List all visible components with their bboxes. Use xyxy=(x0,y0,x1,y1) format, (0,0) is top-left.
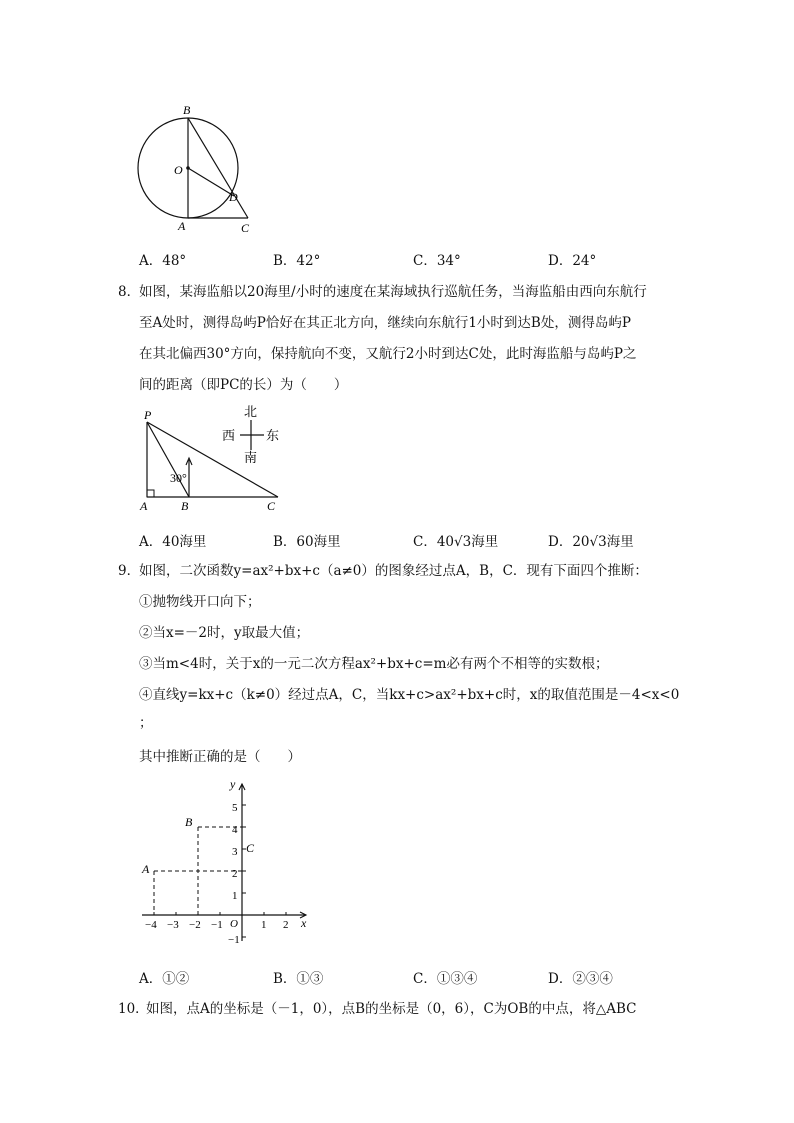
q7-option-c: C．34° xyxy=(413,253,461,269)
q9-ytick-1: 1 xyxy=(232,890,238,902)
q9-option-a: A．①② xyxy=(139,971,190,987)
q8-compass xyxy=(218,402,288,464)
q9-ytick-3: 3 xyxy=(232,846,238,858)
q9-intro: 如图，二次函数y=ax²+bx+c（a≠0）的图象经过点A，B，C．现有下面四个推断： xyxy=(139,563,648,579)
compass-east: 东 xyxy=(266,428,280,443)
q10-number: 10． xyxy=(118,1001,149,1017)
q9-xtick-neg3: −3 xyxy=(167,919,179,931)
q9-item-1: ①抛物线开口向下； xyxy=(139,594,261,610)
q8-option-c: C．40√3海里 xyxy=(413,534,499,550)
compass-north: 北 xyxy=(244,404,258,419)
q9-point-b-label: B xyxy=(185,815,193,829)
q9-graph xyxy=(138,776,318,948)
q9-option-d: D．②③④ xyxy=(548,971,613,987)
q9-point-a-label: A xyxy=(142,862,150,876)
q7-label-d: D xyxy=(229,190,238,204)
q8-option-d: D．20√3海里 xyxy=(548,534,634,550)
q7-option-b: B．42° xyxy=(273,253,321,269)
q7-option-a: A．48° xyxy=(139,253,187,269)
q8-label-angle: 30° xyxy=(170,471,187,485)
q8-option-b: B．60海里 xyxy=(273,534,341,550)
q9-y-axis-label: y xyxy=(230,777,236,791)
q9-x-axis-label: x xyxy=(301,916,307,930)
q8-number: 8． xyxy=(118,284,141,300)
q9-origin-label: O xyxy=(230,918,238,930)
q9-xtick-2: 2 xyxy=(283,919,289,931)
q7-option-d: D．24° xyxy=(548,253,597,269)
q7-label-a: A xyxy=(178,219,186,233)
q7-label-o: O xyxy=(174,163,183,177)
q7-circle-figure xyxy=(130,98,270,238)
q9-item-4-tail: ； xyxy=(139,715,153,731)
q9-xtick-neg2: −2 xyxy=(189,919,201,931)
compass-south: 南 xyxy=(244,450,258,464)
q9-option-c: C．①③④ xyxy=(413,971,478,987)
q8-label-a: A xyxy=(140,499,148,513)
q8-line-1: 如图，某海监船以20海里/小时的速度在某海域执行巡航任务，当海监船由西向东航行 xyxy=(139,284,647,300)
q9-item-3: ③当m<4时，关于x的一元二次方程ax²+bx+c=m必有两个不相等的实数根； xyxy=(139,656,609,672)
q8-label-p: P xyxy=(144,408,152,422)
q9-number: 9． xyxy=(118,563,141,579)
q8-label-b: B xyxy=(181,499,189,513)
q7-label-b: B xyxy=(183,103,191,117)
q9-ytick-2: 2 xyxy=(232,868,238,880)
q9-xtick-neg4: −4 xyxy=(145,919,157,931)
q9-ytick-neg1: −1 xyxy=(228,934,240,946)
q9-item-2: ②当x=－2时，y取最大值； xyxy=(139,625,310,641)
q9-item-4: ④直线y=kx+c（k≠0）经过点A，C，当kx+c>ax²+bx+c时，x的取值范围是－4<x<0 xyxy=(139,687,680,703)
q8-line-4: 间的距离（即PC的长）为（ ） xyxy=(139,377,348,393)
q9-ytick-5: 5 xyxy=(232,802,238,814)
q8-option-a: A．40海里 xyxy=(139,534,207,550)
q9-point-c-label: C xyxy=(246,841,255,855)
q9-xtick-neg1: −1 xyxy=(211,919,223,931)
q9-question: 其中推断正确的是（ ） xyxy=(139,749,301,765)
compass-west: 西 xyxy=(222,428,236,443)
q9-ytick-4: 4 xyxy=(232,824,238,836)
q10-text: 如图，点A的坐标是（－1，0），点B的坐标是（0，6），C为OB的中点，将△ABC xyxy=(146,1001,637,1017)
q9-xtick-1: 1 xyxy=(261,919,267,931)
q8-line-2: 至A处时，测得岛屿P恰好在其正北方向，继续向东航行1小时到达B处，测得岛屿P xyxy=(139,315,631,331)
q9-option-b: B．①③ xyxy=(273,971,324,987)
q7-label-c: C xyxy=(241,221,250,235)
q8-line-3: 在其北偏西30°方向，保持航向不变，又航行2小时到达C处，此时海监船与岛屿P之 xyxy=(139,346,637,362)
q8-label-c: C xyxy=(267,499,276,513)
